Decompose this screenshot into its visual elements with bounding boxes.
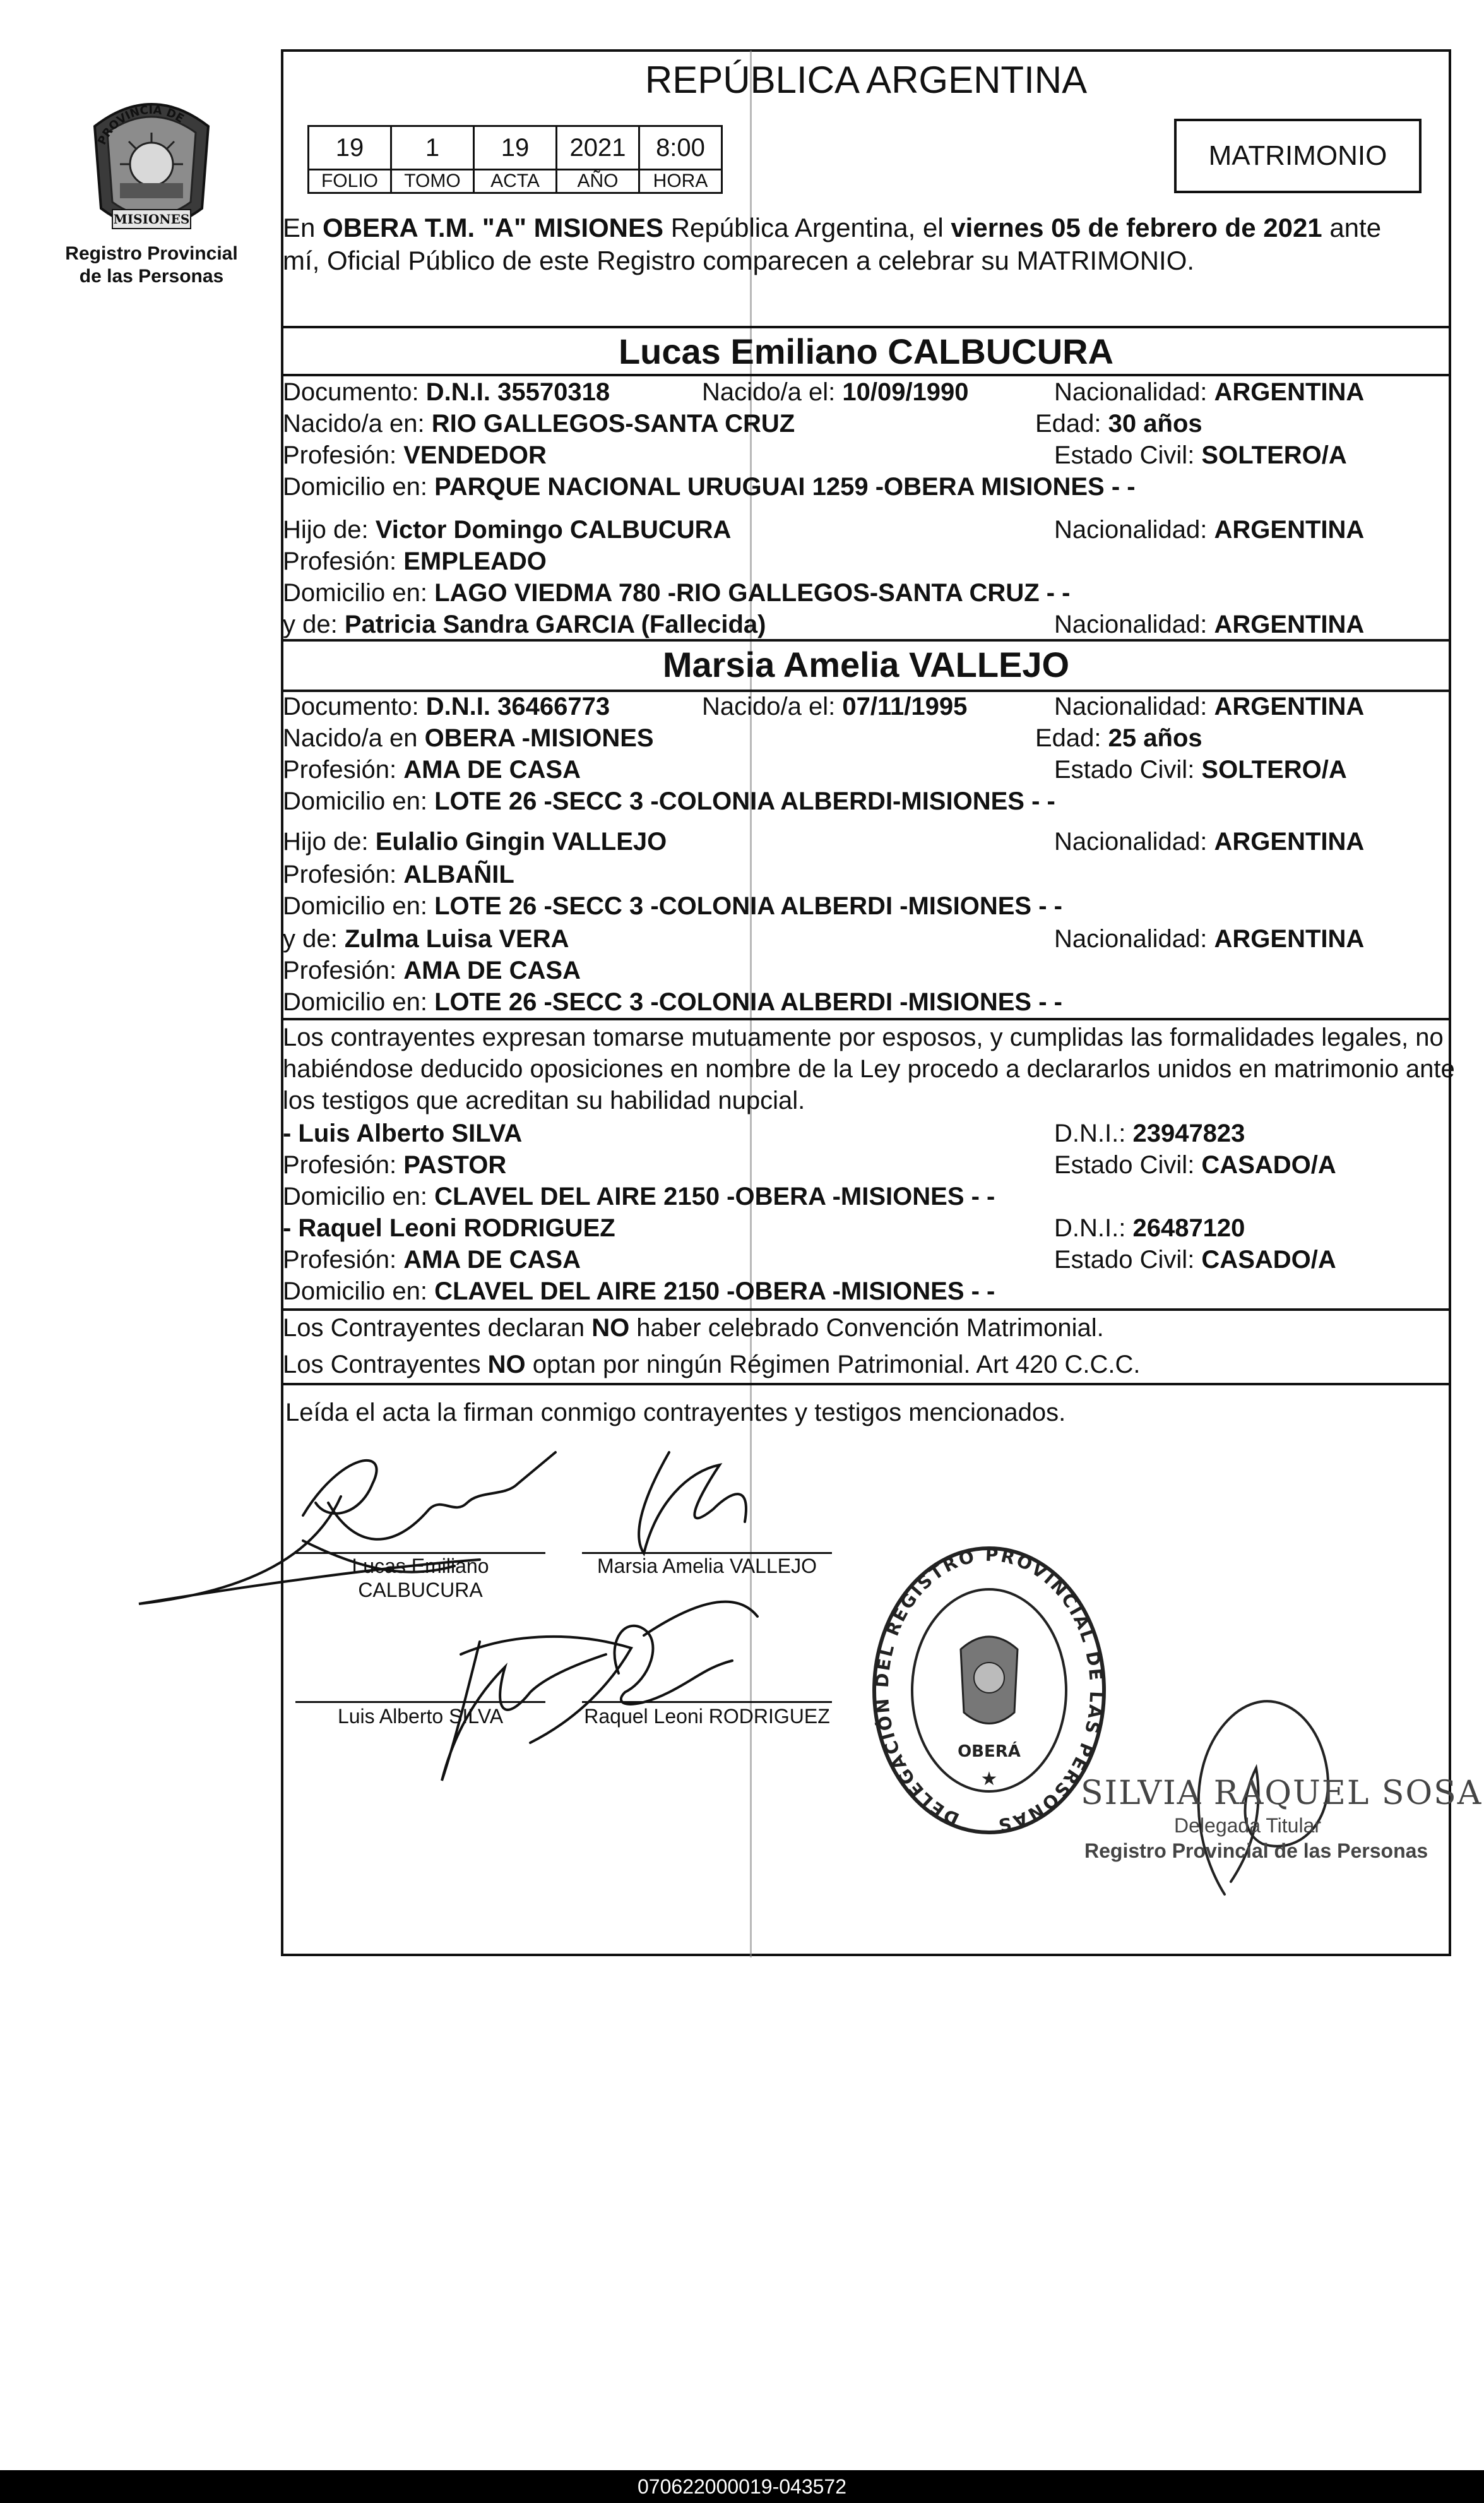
value: CASADO/A bbox=[1201, 1151, 1336, 1179]
label: Estado Civil: bbox=[1054, 1151, 1202, 1179]
groom-signature-name-line2: CALBUCURA bbox=[358, 1579, 483, 1601]
bride-name: Marsia Amelia VALLEJO bbox=[662, 645, 1070, 684]
text: Los Contrayentes declaran bbox=[283, 1314, 592, 1342]
bride-mother bbox=[283, 924, 569, 953]
witness1-civil-status bbox=[1054, 1150, 1336, 1180]
groom-signature-line bbox=[295, 1552, 545, 1554]
value: OBERA -MISIONES bbox=[424, 724, 654, 752]
label: y de: bbox=[283, 611, 345, 638]
value: LOTE 26 -SECC 3 -COLONIA ALBERDI -MISIONES - - bbox=[434, 892, 1062, 920]
text: optan por ningún Régimen Patrimonial. Art 420 C.C.C. bbox=[525, 1351, 1141, 1378]
folio-label: FOLIO bbox=[309, 170, 391, 193]
label: Estado Civil: bbox=[1054, 441, 1202, 469]
label: Documento: bbox=[283, 378, 426, 406]
divider bbox=[281, 1018, 1451, 1020]
value: LAGO VIEDMA 780 -RIO GALLEGOS-SANTA CRUZ - - bbox=[434, 579, 1071, 607]
value: ARGENTINA bbox=[1214, 611, 1365, 638]
value: CASADO/A bbox=[1201, 1246, 1336, 1274]
bride-father-profession bbox=[283, 860, 514, 889]
text: haber celebrado Convención Matrimonial. bbox=[629, 1314, 1104, 1342]
intro-text-a: En bbox=[283, 213, 323, 242]
divider bbox=[281, 374, 1451, 376]
bride-civil-status bbox=[1054, 755, 1347, 784]
anio-value: 2021 bbox=[557, 126, 639, 170]
bride-address bbox=[283, 787, 1055, 816]
value: AMA DE CASA bbox=[403, 1246, 581, 1274]
label: Nacionalidad: bbox=[1054, 828, 1214, 856]
value: PARQUE NACIONAL URUGUAI 1259 -OBERA MISIONES - - bbox=[434, 473, 1136, 501]
bride-father-nationality bbox=[1054, 827, 1364, 856]
label: Hijo de: bbox=[283, 828, 376, 856]
value: PASTOR bbox=[403, 1151, 507, 1179]
witness2-signature-line bbox=[582, 1701, 832, 1703]
anio-label: AÑO bbox=[557, 170, 639, 193]
intro-text-c: ante bbox=[1322, 213, 1382, 242]
label: Nacido/a el: bbox=[702, 693, 843, 720]
value: 10/09/1990 bbox=[842, 378, 969, 406]
label: Nacionalidad: bbox=[1054, 925, 1214, 953]
groom-father bbox=[283, 515, 731, 544]
label: D.N.I.: bbox=[1054, 1120, 1133, 1147]
groom-mother bbox=[283, 610, 766, 639]
value: ARGENTINA bbox=[1214, 693, 1365, 720]
bride-profession bbox=[283, 755, 581, 784]
witness1-dni bbox=[1054, 1119, 1245, 1148]
label: Nacido/a el: bbox=[702, 378, 843, 406]
coat-of-arms-logo bbox=[76, 88, 227, 240]
convention-line-2 bbox=[283, 1350, 1141, 1379]
value: D.N.I. 35570318 bbox=[425, 378, 610, 406]
groom-signature-name-line1: Lucas Emiliano bbox=[352, 1555, 489, 1577]
groom-age bbox=[1035, 409, 1202, 438]
bride-mother-nationality bbox=[1054, 924, 1364, 953]
label: Edad: bbox=[1035, 410, 1108, 438]
label: Nacionalidad: bbox=[1054, 378, 1214, 406]
official-name: SILVIA RAQUEL SOSA bbox=[1081, 1774, 1483, 1812]
label: Domicilio en: bbox=[283, 787, 435, 815]
label: Profesión: bbox=[283, 1151, 404, 1179]
intro-text-b: República Argentina, el bbox=[663, 213, 951, 242]
act-type-box: MATRIMONIO bbox=[1174, 119, 1422, 193]
label: Hijo de: bbox=[283, 516, 376, 544]
label: Nacionalidad: bbox=[1054, 611, 1214, 638]
value: ARGENTINA bbox=[1214, 828, 1365, 856]
registry-name-line2: de las Personas bbox=[79, 266, 224, 287]
official-title: Delegada Titular bbox=[1174, 1814, 1322, 1837]
divider bbox=[281, 326, 1451, 328]
label: Profesión: bbox=[283, 957, 404, 984]
tomo-value: 1 bbox=[391, 126, 474, 170]
intro-line-2: mí, Oficial Público de este Registro comparecen a celebrar su MATRIMONIO. bbox=[283, 246, 1195, 275]
witness2-profession bbox=[283, 1245, 581, 1274]
label: Domicilio en: bbox=[283, 473, 435, 501]
country-title: REPÚBLICA ARGENTINA bbox=[644, 59, 1088, 101]
closing-statement: Leída el acta la firman conmigo contrayentes y testigos mencionados. bbox=[285, 1399, 1066, 1426]
declaration-line-2: habiéndose deducido oposiciones en nombre de la Ley procedo a declararlos unidos en matrimonio ante bbox=[283, 1055, 1455, 1083]
label: Estado Civil: bbox=[1054, 756, 1202, 784]
value: 30 años bbox=[1108, 410, 1202, 438]
bride-birthplace bbox=[283, 724, 654, 753]
value: Victor Domingo CALBUCURA bbox=[375, 516, 732, 544]
value: CLAVEL DEL AIRE 2150 -OBERA -MISIONES - - bbox=[434, 1277, 995, 1305]
label: Nacionalidad: bbox=[1054, 693, 1214, 720]
bride-father bbox=[283, 827, 667, 856]
intro-place: OBERA T.M. "A" MISIONES bbox=[323, 213, 664, 242]
bride-birthdate bbox=[702, 692, 967, 721]
label: y de: bbox=[283, 925, 345, 953]
witness1-profession bbox=[283, 1150, 506, 1180]
witness1-signature-line bbox=[295, 1701, 545, 1703]
registry-name-line1: Registro Provincial bbox=[65, 243, 238, 264]
bride-nationality bbox=[1054, 692, 1364, 721]
witness2-signature-name: Raquel Leoni RODRIGUEZ bbox=[584, 1705, 830, 1728]
label: Nacionalidad: bbox=[1054, 516, 1214, 544]
label: Domicilio en: bbox=[283, 1277, 435, 1305]
label: Nacido/a en: bbox=[283, 410, 432, 438]
acta-value: 19 bbox=[474, 126, 557, 170]
label: Domicilio en: bbox=[283, 579, 435, 607]
logo-bottom-text: MISIONES bbox=[113, 212, 190, 227]
label: Profesión: bbox=[283, 547, 404, 575]
bride-signature-name: Marsia Amelia VALLEJO bbox=[597, 1555, 817, 1577]
groom-father-nationality bbox=[1054, 515, 1364, 544]
value: VENDEDOR bbox=[403, 441, 547, 469]
value: Zulma Luisa VERA bbox=[344, 925, 569, 953]
bride-document bbox=[283, 692, 610, 721]
registry-table bbox=[307, 125, 723, 194]
emphasis: NO bbox=[487, 1351, 526, 1378]
witness1-address bbox=[283, 1182, 995, 1211]
value: AMA DE CASA bbox=[403, 957, 581, 984]
hora-label: HORA bbox=[639, 170, 722, 193]
label: Profesión: bbox=[283, 441, 404, 469]
label: Domicilio en: bbox=[283, 892, 435, 920]
label: Documento: bbox=[283, 693, 426, 720]
value: Eulalio Gingin VALLEJO bbox=[375, 828, 667, 856]
bride-mother-profession bbox=[283, 956, 581, 985]
label: Domicilio en: bbox=[283, 988, 435, 1016]
declaration-line-3: los testigos que acreditan su habilidad nupcial. bbox=[283, 1087, 805, 1114]
value: ARGENTINA bbox=[1214, 925, 1365, 953]
seal-ring-text: DELEGACIÓN DEL REGISTRO PROVINCIAL DE LAS PERSONAS bbox=[871, 1544, 1107, 1836]
bride-mother-address bbox=[283, 988, 1062, 1017]
groom-document bbox=[283, 378, 610, 407]
tomo-label: TOMO bbox=[391, 170, 474, 193]
value: AMA DE CASA bbox=[403, 756, 581, 784]
witness2-civil-status bbox=[1054, 1245, 1336, 1274]
label: Edad: bbox=[1035, 724, 1108, 752]
groom-father-profession bbox=[283, 547, 547, 576]
value: EMPLEADO bbox=[403, 547, 547, 575]
seal-city: OBERÁ bbox=[958, 1742, 1021, 1761]
value: 25 años bbox=[1108, 724, 1202, 752]
seal-star-icon: ★ bbox=[980, 1768, 998, 1790]
value: LOTE 26 -SECC 3 -COLONIA ALBERDI-MISIONES - - bbox=[434, 787, 1055, 815]
groom-name: Lucas Emiliano CALBUCURA bbox=[618, 332, 1114, 371]
label: D.N.I.: bbox=[1054, 1214, 1133, 1242]
official-seal bbox=[866, 1542, 1112, 1845]
logo-top-text: PROVINCIA DE bbox=[95, 103, 186, 147]
witness1-signature-name: Luis Alberto SILVA bbox=[337, 1705, 504, 1728]
label: Nacido/a en bbox=[283, 724, 425, 752]
divider bbox=[281, 1383, 1451, 1385]
value: SOLTERO/A bbox=[1201, 756, 1347, 784]
witness2-name: - Raquel Leoni RODRIGUEZ bbox=[283, 1214, 615, 1242]
groom-nationality bbox=[1054, 378, 1364, 407]
value: 23947823 bbox=[1132, 1120, 1245, 1147]
groom-civil-status bbox=[1054, 441, 1347, 470]
groom-birthplace bbox=[283, 409, 795, 438]
declaration-line-1: Los contrayentes expresan tomarse mutuamente por esposos, y cumplidas las formalidades legales, no bbox=[283, 1024, 1444, 1051]
bride-age bbox=[1035, 724, 1202, 753]
witness2-dni bbox=[1054, 1214, 1245, 1243]
witness2-address bbox=[283, 1277, 995, 1306]
value: SOLTERO/A bbox=[1201, 441, 1347, 469]
text: Los Contrayentes bbox=[283, 1351, 488, 1378]
value: LOTE 26 -SECC 3 -COLONIA ALBERDI -MISIONES - - bbox=[434, 988, 1062, 1016]
emphasis: NO bbox=[591, 1314, 630, 1342]
label: Profesión: bbox=[283, 756, 404, 784]
bride-signature-line bbox=[582, 1552, 832, 1554]
value: ARGENTINA bbox=[1214, 378, 1365, 406]
value: CLAVEL DEL AIRE 2150 -OBERA -MISIONES - - bbox=[434, 1183, 995, 1210]
groom-profession bbox=[283, 441, 547, 470]
groom-address bbox=[283, 472, 1136, 501]
witness1-name: - Luis Alberto SILVA bbox=[283, 1120, 523, 1147]
intro-date: viernes 05 de febrero de 2021 bbox=[951, 213, 1322, 242]
value: 26487120 bbox=[1132, 1214, 1245, 1242]
value: ARGENTINA bbox=[1214, 516, 1365, 544]
value: 07/11/1995 bbox=[842, 693, 968, 720]
value: ALBAÑIL bbox=[403, 861, 514, 888]
document-barcode-number: 070622000019-043572 bbox=[0, 2470, 1484, 2503]
groom-father-address bbox=[283, 578, 1071, 607]
convention-line-1 bbox=[283, 1313, 1104, 1342]
groom-mother-nationality bbox=[1054, 610, 1364, 639]
intro-line-1 bbox=[283, 212, 1381, 244]
value: RIO GALLEGOS-SANTA CRUZ bbox=[431, 410, 795, 438]
divider bbox=[281, 1308, 1451, 1311]
acta-label: ACTA bbox=[474, 170, 557, 193]
hora-value: 8:00 bbox=[639, 126, 722, 170]
label: Profesión: bbox=[283, 1246, 404, 1274]
groom-birthdate bbox=[702, 378, 969, 407]
value: Patricia Sandra GARCIA (Fallecida) bbox=[344, 611, 766, 638]
label: Estado Civil: bbox=[1054, 1246, 1202, 1274]
official-office: Registro Provincial de las Personas bbox=[1084, 1839, 1428, 1862]
bride-father-address bbox=[283, 892, 1062, 921]
value: D.N.I. 36466773 bbox=[425, 693, 610, 720]
label: Profesión: bbox=[283, 861, 404, 888]
divider bbox=[281, 639, 1451, 642]
folio-value: 19 bbox=[309, 126, 391, 170]
label: Domicilio en: bbox=[283, 1183, 435, 1210]
